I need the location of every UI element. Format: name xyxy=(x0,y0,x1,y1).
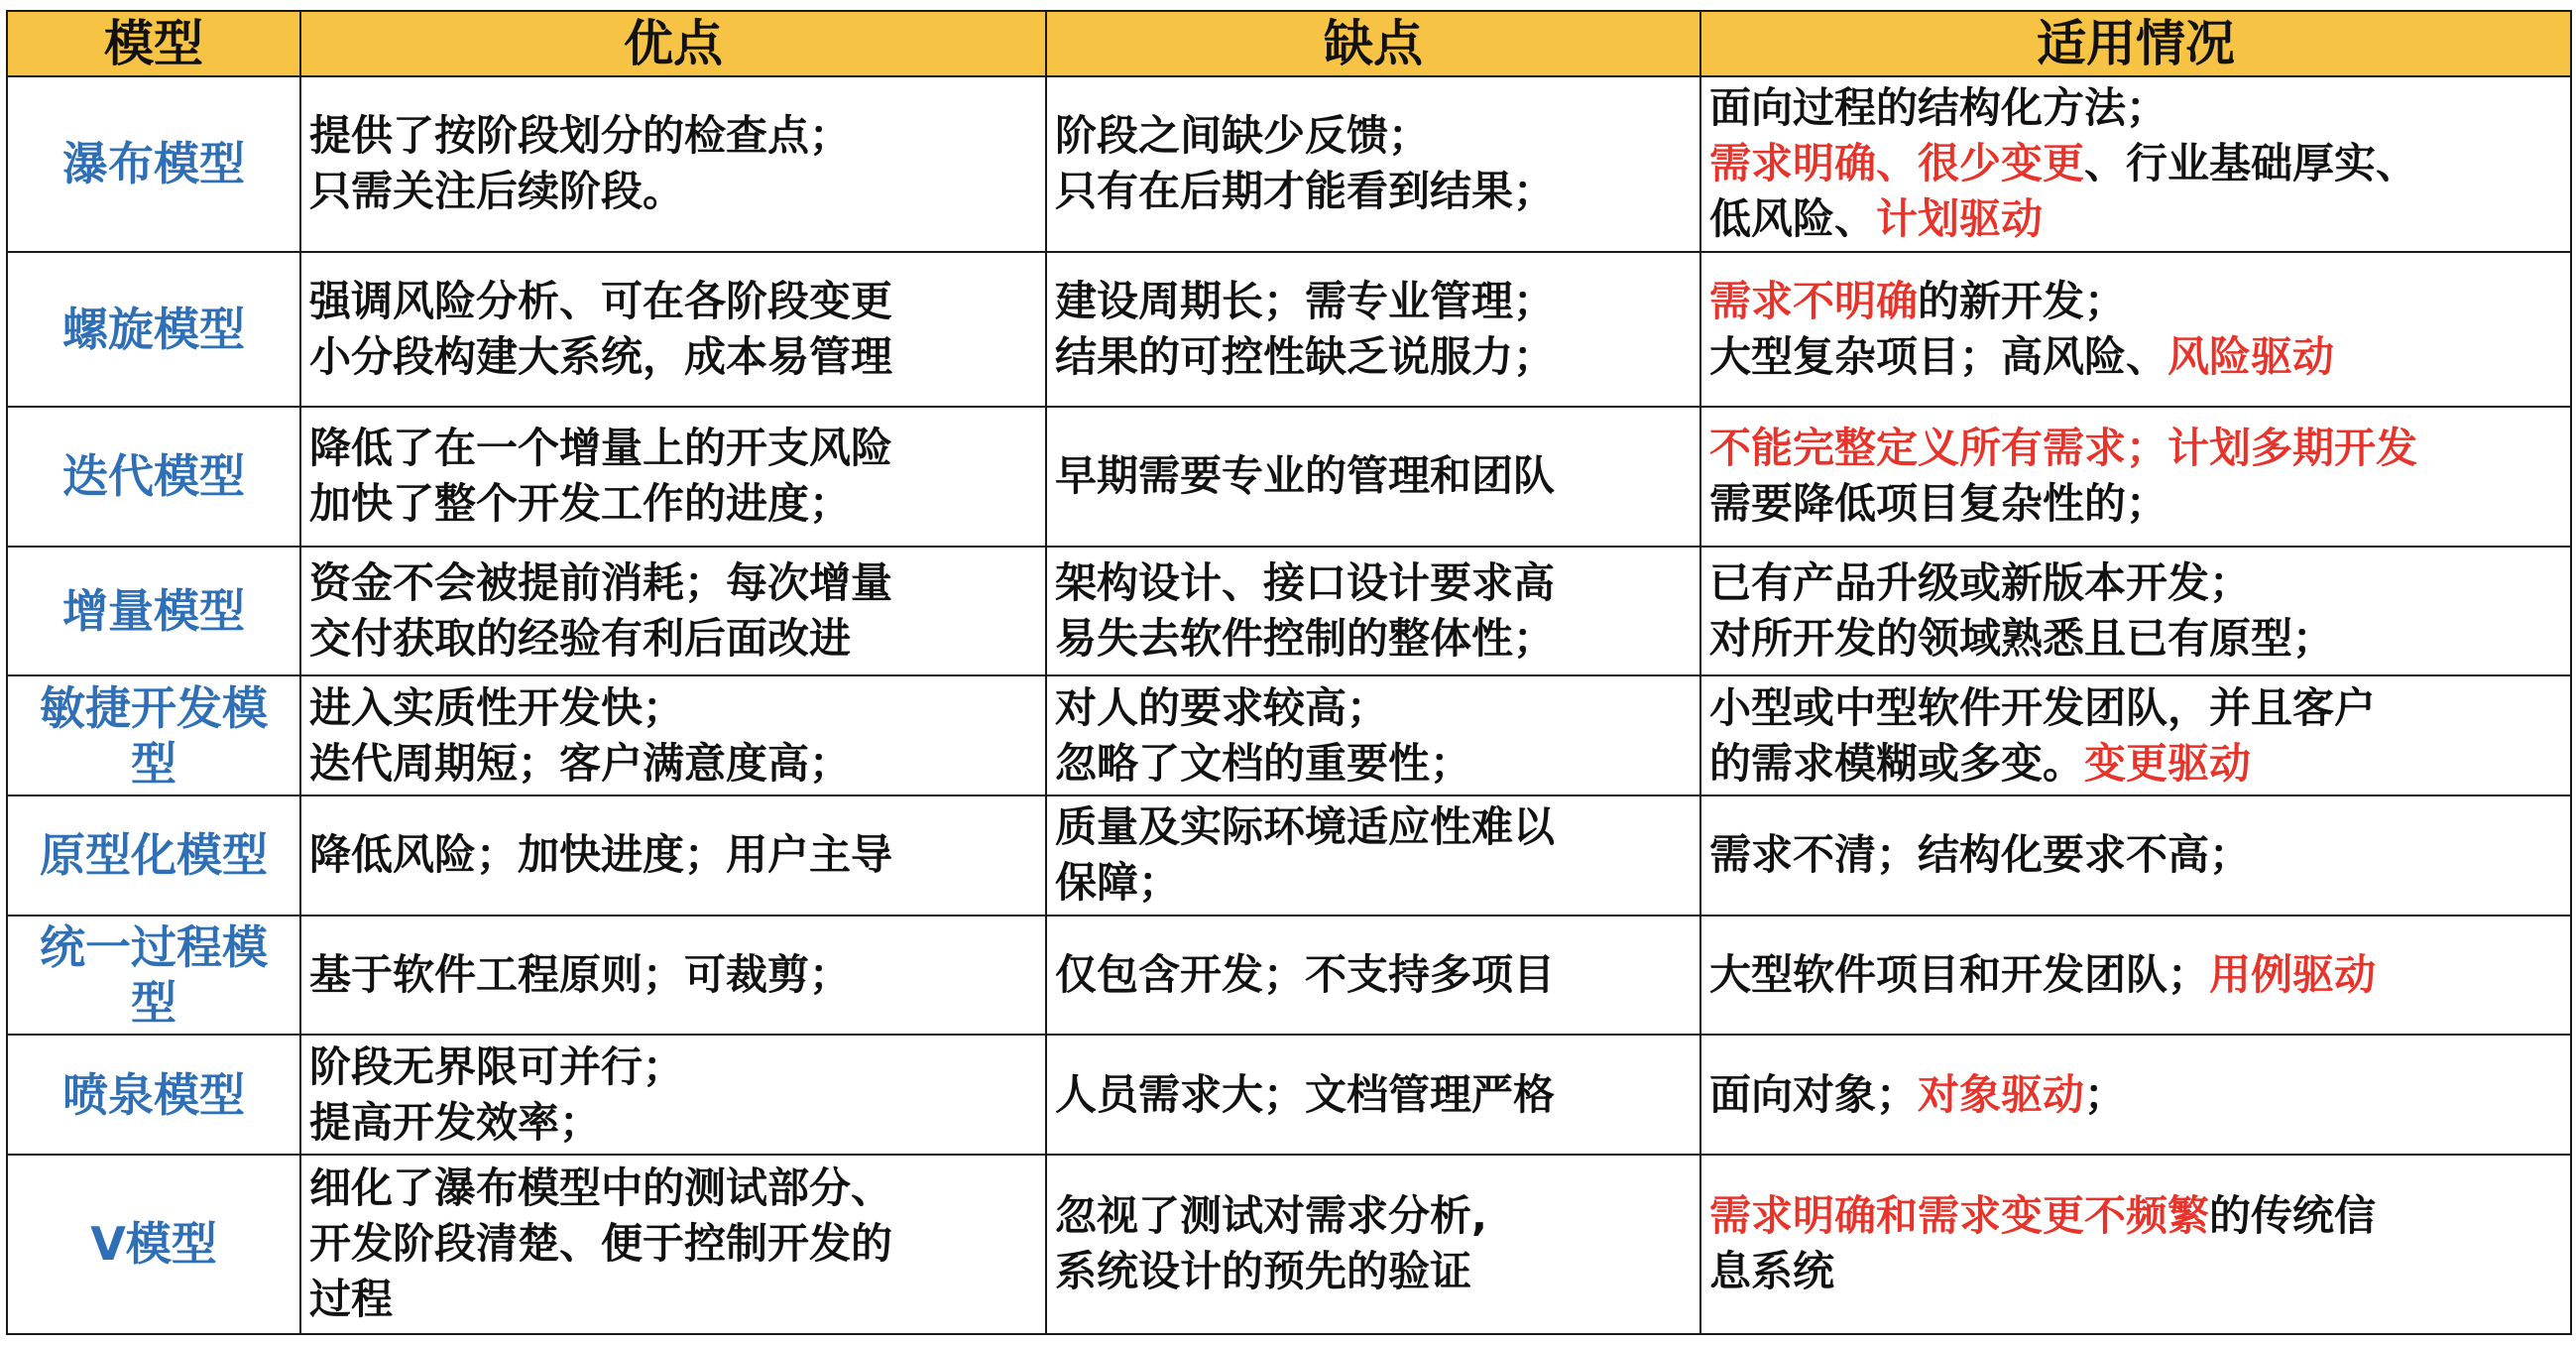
pros-cell xyxy=(300,675,1046,795)
cons-line: 质量及实际环境适应性难以 xyxy=(1055,802,1556,852)
usage-text: 的传统信 xyxy=(2209,1191,2377,1241)
cons-line: 忽略了文档的重要性； xyxy=(1055,738,1472,788)
usage-highlight: 需求明确、很少变更 xyxy=(1709,139,2085,188)
pros-line: 小分段构建大系统，成本易管理 xyxy=(309,331,893,381)
model-name-agile xyxy=(7,675,300,795)
usage-line xyxy=(1709,1067,2562,1123)
cons-line: 人员需求大；文档管理严格 xyxy=(1055,1069,1556,1119)
cons-cell xyxy=(1046,1155,1700,1334)
usage-line: 已有产品升级或新版本开发； xyxy=(1709,557,2252,607)
usage-line: 对所开发的领域熟悉且已有原型； xyxy=(1709,613,2335,663)
model-name-v: V模型 xyxy=(7,1155,300,1334)
pros-line: 资金不会被提前消耗；每次增量 xyxy=(309,557,893,607)
model-name-spiral: 螺旋模型 xyxy=(7,252,300,407)
pros-line: 开发阶段清楚、便于控制开发的 xyxy=(309,1219,893,1269)
usage-line: 需要降低项目复杂性的； xyxy=(1709,479,2168,529)
cons-cell xyxy=(1046,916,1700,1036)
pros-line: 过程 xyxy=(309,1275,394,1324)
usage-highlight: 风险驱动 xyxy=(2167,331,2335,381)
usage-line: 息系统 xyxy=(1709,1247,1835,1296)
model-name-iterative: 迭代模型 xyxy=(7,407,300,547)
cons-cell xyxy=(1046,1035,1700,1155)
usage-highlight: 用例驱动 xyxy=(2209,949,2377,999)
usage-text: ； xyxy=(2084,1069,2127,1119)
model-name-incremental: 增量模型 xyxy=(7,547,300,676)
cons-line: 建设周期长；需专业管理； xyxy=(1055,276,1556,325)
usage-line xyxy=(1709,329,2562,385)
usage-line: 面向过程的结构化方法； xyxy=(1709,83,2168,133)
header-row xyxy=(7,11,2571,76)
usage-cell xyxy=(1700,547,2571,676)
table-row xyxy=(7,1155,2571,1334)
pros-line: 强调风险分析、可在各阶段变更 xyxy=(309,276,893,325)
usage-highlight: 计划驱动 xyxy=(1876,194,2044,244)
pros-cell xyxy=(300,547,1046,676)
pros-line: 细化了瀑布模型中的测试部分、 xyxy=(309,1163,893,1213)
cons-line: 结果的可控性缺乏说服力； xyxy=(1055,331,1556,381)
cons-line: 系统设计的预先的验证 xyxy=(1055,1247,1472,1296)
pros-cell xyxy=(300,76,1046,252)
model-name-line: 型 xyxy=(131,736,176,791)
usage-text: 面向对象； xyxy=(1709,1069,1919,1119)
usage-text: 大型复杂项目；高风险、 xyxy=(1709,331,2168,381)
software-models-table xyxy=(6,10,2572,1335)
usage-highlight: 不能完整定义所有需求；计划多期开发 xyxy=(1709,424,2418,473)
pros-cell xyxy=(300,916,1046,1036)
table-row xyxy=(7,795,2571,916)
pros-cell xyxy=(300,407,1046,547)
table-row xyxy=(7,675,2571,795)
pros-line: 降低风险；加快进度；用户主导 xyxy=(309,830,893,880)
model-name-waterfall: 瀑布模型 xyxy=(7,76,300,252)
usage-cell xyxy=(1700,252,2571,407)
usage-text: 的需求模糊或多变。 xyxy=(1709,738,2085,788)
pros-cell xyxy=(300,1035,1046,1155)
model-name-line: 统一过程模 xyxy=(40,919,268,974)
usage-cell xyxy=(1700,407,2571,547)
header-pros: 优点 xyxy=(300,11,1046,76)
cons-line: 阶段之间缺少反馈； xyxy=(1055,111,1431,161)
usage-highlight: 变更驱动 xyxy=(2084,738,2252,788)
pros-line: 阶段无界限可并行； xyxy=(309,1041,685,1091)
usage-line xyxy=(1709,191,2562,247)
cons-line: 架构设计、接口设计要求高 xyxy=(1055,557,1556,607)
cons-cell xyxy=(1046,252,1700,407)
usage-cell xyxy=(1700,675,2571,795)
model-name-line: 敏捷开发模 xyxy=(40,680,268,735)
model-name-prototype: 原型化模型 xyxy=(7,795,300,916)
header-cons: 缺点 xyxy=(1046,11,1700,76)
cons-cell xyxy=(1046,407,1700,547)
usage-cell xyxy=(1700,76,2571,252)
pros-line: 只需关注后续阶段。 xyxy=(309,167,685,216)
table-row xyxy=(7,76,2571,252)
pros-line: 基于软件工程原则；可裁剪； xyxy=(309,949,852,999)
usage-line xyxy=(1709,1188,2562,1244)
cons-cell xyxy=(1046,795,1700,916)
usage-cell xyxy=(1700,1035,2571,1155)
pros-cell xyxy=(300,795,1046,916)
usage-text: 的新开发； xyxy=(1918,276,2127,325)
pros-cell xyxy=(300,252,1046,407)
cons-line: 保障； xyxy=(1055,858,1181,908)
cons-cell xyxy=(1046,675,1700,795)
pros-line: 降低了在一个增量上的开支风险 xyxy=(309,424,893,473)
usage-text: 低风险、 xyxy=(1709,194,1877,244)
cons-line: 对人的要求较高； xyxy=(1055,682,1389,732)
table-row xyxy=(7,1035,2571,1155)
cons-line: 易失去软件控制的整体性； xyxy=(1055,613,1556,663)
model-name-fountain: 喷泉模型 xyxy=(7,1035,300,1155)
pros-line: 提供了按阶段划分的检查点； xyxy=(309,111,852,161)
pros-line: 进入实质性开发快； xyxy=(309,682,685,732)
cons-cell xyxy=(1046,76,1700,252)
usage-line: 需求不清；结构化要求不高； xyxy=(1709,830,2252,880)
header-usage: 适用情况 xyxy=(1700,11,2571,76)
cons-cell xyxy=(1046,547,1700,676)
model-name-rup xyxy=(7,916,300,1036)
pros-line: 交付获取的经验有利后面改进 xyxy=(309,613,852,663)
usage-cell xyxy=(1700,795,2571,916)
header-model: 模型 xyxy=(7,11,300,76)
usage-line xyxy=(1709,947,2562,1003)
usage-cell xyxy=(1700,916,2571,1036)
cons-line: 早期需要专业的管理和团队 xyxy=(1055,451,1556,501)
usage-line xyxy=(1709,274,2562,329)
cons-line: 仅包含开发；不支持多项目 xyxy=(1055,949,1556,999)
pros-line: 提高开发效率； xyxy=(309,1097,602,1147)
cons-line: 忽视了测试对需求分析, xyxy=(1055,1191,1487,1241)
cons-line: 只有在后期才能看到结果； xyxy=(1055,167,1556,216)
usage-text: 、行业基础厚实、 xyxy=(2084,139,2418,188)
table-row xyxy=(7,407,2571,547)
table-row xyxy=(7,916,2571,1036)
pros-line: 迭代周期短；客户满意度高； xyxy=(309,738,852,788)
pros-cell xyxy=(300,1155,1046,1334)
table-row xyxy=(7,252,2571,407)
usage-line xyxy=(1709,136,2562,191)
table-row xyxy=(7,547,2571,676)
usage-line: 小型或中型软件开发团队，并且客户 xyxy=(1709,682,2377,732)
usage-line xyxy=(1709,736,2562,792)
pros-line: 加快了整个开发工作的进度； xyxy=(309,479,852,529)
usage-highlight: 对象驱动 xyxy=(1918,1069,2085,1119)
usage-cell xyxy=(1700,1155,2571,1334)
usage-highlight: 需求明确和需求变更不频繁 xyxy=(1709,1191,2210,1241)
model-name-line: 型 xyxy=(131,975,176,1030)
usage-text: 大型软件项目和开发团队； xyxy=(1709,949,2210,999)
usage-highlight: 需求不明确 xyxy=(1709,276,1919,325)
